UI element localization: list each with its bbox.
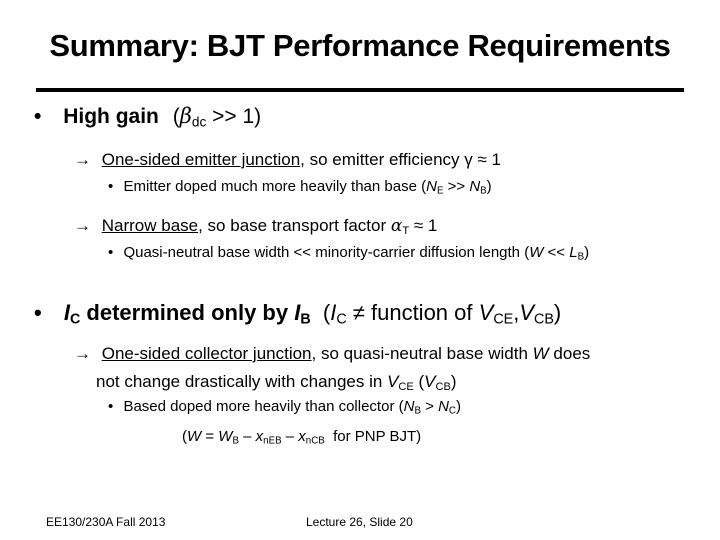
collector-doping-line: • Based doped more heavily than collector $(N_B > N_C)$ [108, 398, 461, 417]
sub-bullet-marker: • [108, 398, 114, 415]
arrow-icon: → [74, 150, 91, 169]
footer-course: EE130/230A Fall 2013 [46, 515, 166, 529]
emitter-junction-line: → One-sided emitter junction, so emitter efficiency γ ≈ 1 [74, 150, 501, 169]
bullet-marker: • [34, 300, 42, 325]
bullet-marker: • [34, 105, 42, 128]
narrow-base-line: → Narrow base, so base transport factor $\alpha_T \approx 1$ [74, 216, 438, 237]
width-equation-line: ($W = W_B - x_{nEB} - x_{nCB}$ for PNP BJT) [182, 428, 422, 447]
bullet-ic-determined: • $I_C$ determined only by $I_B$ ($I_C$ ≠ function of $V_{CE},V_{CB}$) [34, 300, 562, 328]
bullet-high-gain: • High gain $(\beta_{dc} >> 1)$ [34, 104, 262, 130]
sub-bullet-marker: • [108, 178, 114, 195]
high-gain-text: High gain [63, 105, 159, 128]
arrow-icon: → [74, 344, 91, 363]
base-width-line: • Quasi-neutral base width << minority-carrier diffusion length $(W << L_B)$ [108, 244, 590, 263]
title-divider [36, 88, 684, 92]
arrow-icon: → [74, 216, 91, 235]
sub-bullet-marker: • [108, 244, 114, 261]
collector-junction-line-2: not change drastically with changes in $V_{CE}$ $(V_{CB})$ [96, 372, 457, 393]
slide-title: Summary: BJT Performance Requirements [49, 28, 671, 63]
footer-slide-number: Lecture 26, Slide 20 [306, 515, 413, 529]
emitter-doping-line: • Emitter doped much more heavily than base $(N_E >> N_B)$ [108, 178, 492, 197]
collector-junction-line: → One-sided collector junction, so quasi-neutral base width W does [74, 344, 591, 363]
